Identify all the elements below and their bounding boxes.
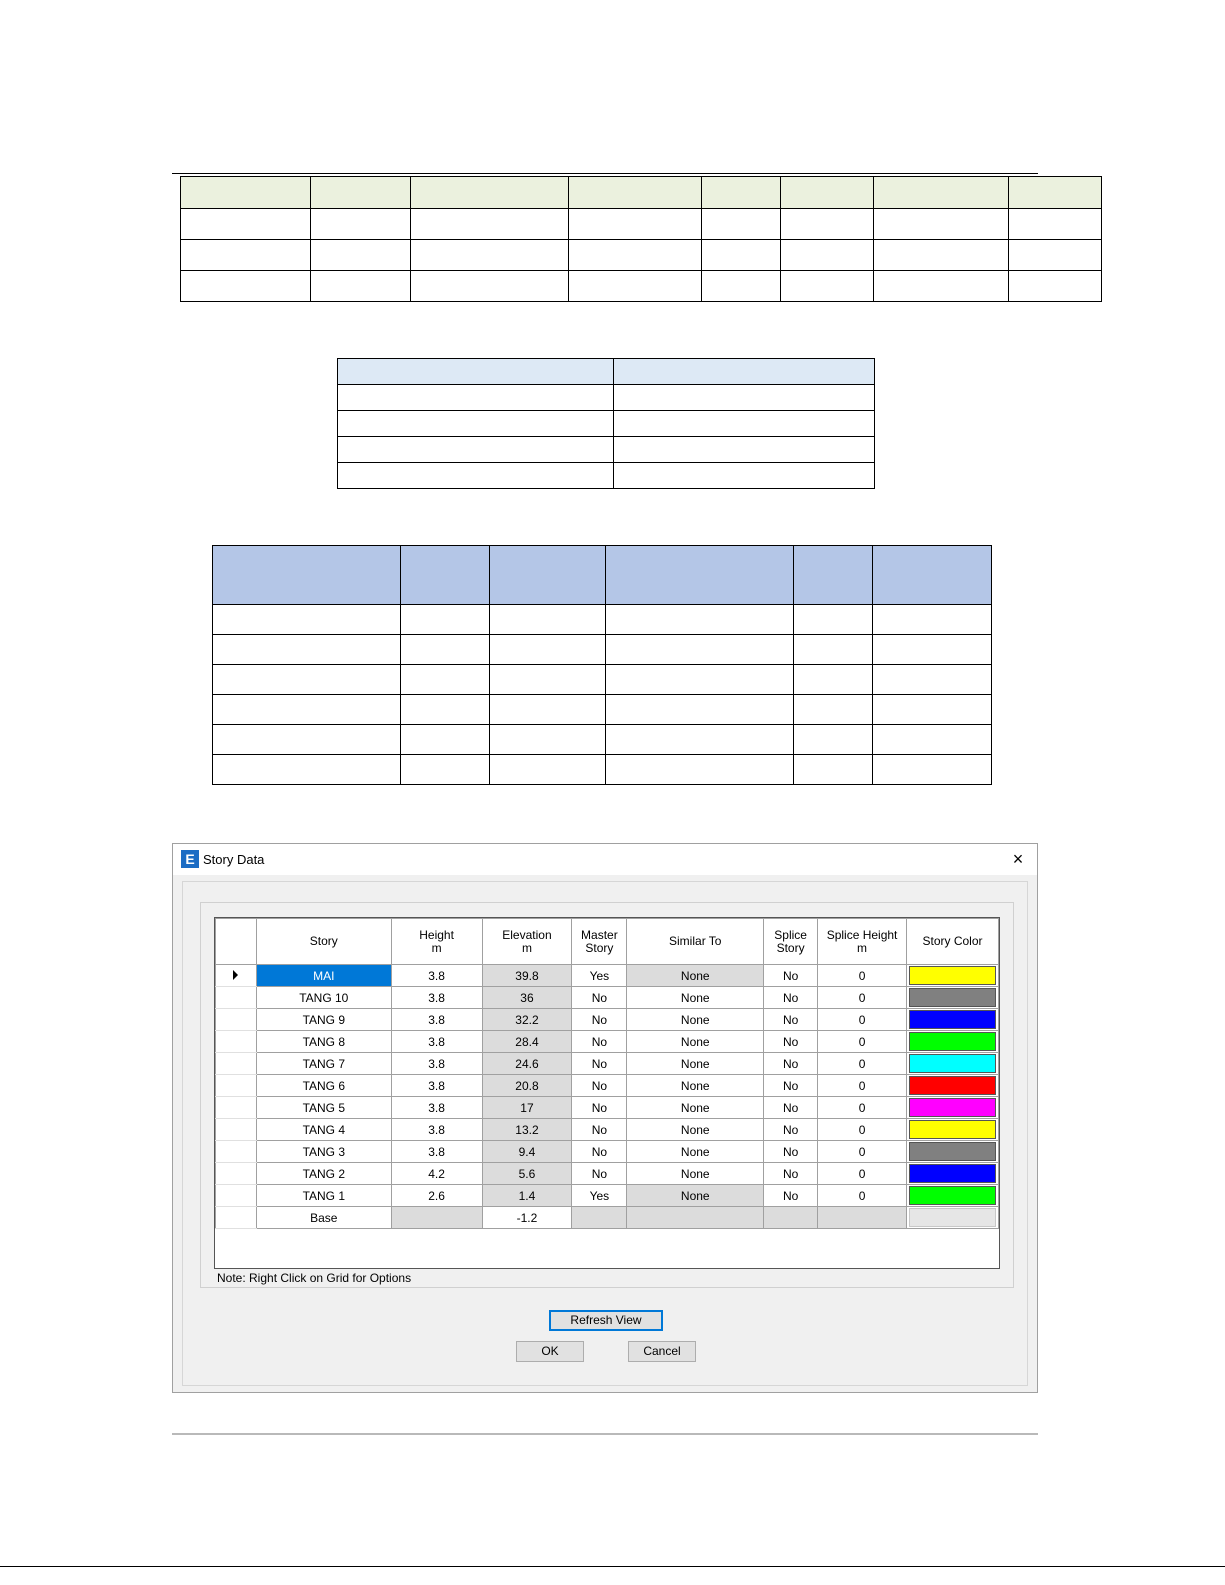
cell-splice-story[interactable]: No [764,1009,818,1031]
row-header[interactable] [216,1031,257,1053]
cell-story-color[interactable] [907,965,999,987]
col-header-master-story[interactable] [572,919,627,965]
col-header-line1: Story [309,934,338,948]
cell-height[interactable]: 3.8 [391,1009,482,1031]
cell-splice-height[interactable]: 0 [818,987,907,1009]
cell-elevation[interactable]: 5.6 [482,1163,572,1185]
cell-height[interactable]: 3.8 [391,965,482,987]
col-header-line1: Elevation [502,927,552,942]
table-row[interactable] [216,965,999,987]
cell-similar-to[interactable]: None [627,1009,764,1031]
cell-master-story[interactable]: No [572,1053,627,1075]
cell-story-color[interactable] [907,1141,999,1163]
cell-story-color[interactable] [907,987,999,1009]
row-header[interactable] [216,987,257,1009]
cell-story-color[interactable] [907,1207,999,1229]
cell-master-story[interactable]: Yes [572,1185,627,1207]
cell-similar-to[interactable]: None [627,1053,764,1075]
cell-splice-height[interactable]: 0 [818,1031,907,1053]
cell-master-story[interactable]: No [572,1031,627,1053]
row-header[interactable] [216,1075,257,1097]
table-row[interactable] [216,1163,999,1185]
cell-height[interactable]: 3.8 [391,1141,482,1163]
cell-splice-height[interactable]: 0 [818,1119,907,1141]
col-header-line1: Similar To [669,934,722,948]
cell-similar-to[interactable]: None [627,1141,764,1163]
table-row[interactable] [216,1185,999,1207]
col-header-line1: Splice Height [826,927,898,942]
close-icon[interactable]: × [1012,849,1024,869]
bottom-rule [172,1433,1038,1435]
table-row [213,755,992,785]
cell-similar-to[interactable]: None [627,965,764,987]
cell-elevation[interactable]: 9.4 [482,1141,572,1163]
cell-story-color[interactable] [907,1097,999,1119]
cell-master-story[interactable]: No [572,987,627,1009]
table-row[interactable] [216,1119,999,1141]
color-swatch[interactable] [909,1054,996,1073]
cell-splice-height[interactable]: 0 [818,1097,907,1119]
cell-story-color[interactable] [907,1163,999,1185]
cell-master-story[interactable]: No [572,1075,627,1097]
table-row [181,240,1102,271]
dialog-title: Story Data [203,852,265,867]
table-row[interactable] [216,1097,999,1119]
table-row [338,385,875,411]
col-header-similar-to[interactable] [627,919,764,965]
cell-height[interactable]: 3.8 [391,1031,482,1053]
table-row[interactable] [216,1141,999,1163]
col-header-story-color[interactable] [907,919,999,965]
table-header-row [338,359,875,385]
col-header-splice-height[interactable] [818,919,907,965]
cell-story-color[interactable] [907,1185,999,1207]
table-row [338,411,875,437]
cell-elevation[interactable]: 36 [482,987,572,1009]
cell-splice-story[interactable]: No [764,1031,818,1053]
cell-story-color[interactable] [907,1053,999,1075]
cell-story-color[interactable] [907,1031,999,1053]
cell-story-color[interactable] [907,1119,999,1141]
cell-story-color[interactable] [907,1075,999,1097]
grid-header-row [216,919,999,965]
cell-splice-story[interactable]: No [764,1053,818,1075]
table-row [213,605,992,635]
cell-splice-height[interactable]: 0 [818,1163,907,1185]
document-table-1 [180,176,1102,302]
col-header-line2: Story [776,940,805,955]
refresh-view-button[interactable]: Refresh View [549,1310,663,1331]
cell-master-story[interactable]: No [572,1141,627,1163]
table-row [213,665,992,695]
cell-splice-story[interactable]: No [764,965,818,987]
color-swatch[interactable] [909,1032,996,1051]
table-row [213,695,992,725]
table-header-row [213,546,992,605]
cell-elevation[interactable]: 39.8 [482,965,572,987]
cell-similar-to[interactable] [627,1207,764,1229]
table-row [213,725,992,755]
color-swatch[interactable] [909,1164,996,1183]
table-row[interactable] [216,1053,999,1075]
cell-story[interactable]: MAI [256,965,391,987]
row-header[interactable] [216,1097,257,1119]
color-swatch[interactable] [909,1076,996,1095]
cell-elevation[interactable]: -1.2 [482,1207,572,1229]
cell-splice-height[interactable]: 0 [818,1009,907,1031]
color-swatch[interactable] [909,988,996,1007]
row-header[interactable] [216,965,257,987]
table-row[interactable] [216,1031,999,1053]
cell-master-story[interactable]: No [572,1097,627,1119]
cell-splice-height[interactable]: 0 [818,1185,907,1207]
cell-story[interactable]: TANG 8 [256,1031,391,1053]
cell-similar-to[interactable]: None [627,1163,764,1185]
cell-height[interactable]: 3.8 [391,1097,482,1119]
cell-elevation[interactable]: 1.4 [482,1185,572,1207]
color-swatch[interactable] [909,966,996,985]
col-header-story[interactable] [256,919,391,965]
col-header-splice-story[interactable] [764,919,818,965]
story-data-dialog [172,843,1038,1393]
cell-story[interactable]: TANG 9 [256,1009,391,1031]
document-table-3 [212,545,992,785]
cell-splice-height[interactable]: 0 [818,965,907,987]
cell-story[interactable]: TANG 2 [256,1163,391,1185]
cell-similar-to[interactable]: None [627,1185,764,1207]
color-swatch[interactable] [909,1186,996,1205]
col-header-line1: Master [581,927,618,942]
table-row [213,635,992,665]
table-row [181,209,1102,240]
color-swatch[interactable] [909,1208,996,1227]
cell-similar-to[interactable]: None [627,1075,764,1097]
cell-story[interactable]: TANG 10 [256,987,391,1009]
col-header-height[interactable] [391,919,482,965]
cell-height[interactable]: 2.6 [391,1185,482,1207]
page-bottom-rule [0,1566,1225,1567]
cell-elevation[interactable]: 17 [482,1097,572,1119]
row-header-corner [216,919,257,965]
document-table-2 [337,358,875,489]
story-grid-container[interactable] [214,917,1000,1269]
row-header[interactable] [216,1053,257,1075]
cell-story[interactable]: TANG 1 [256,1185,391,1207]
cell-similar-to[interactable]: None [627,1031,764,1053]
cell-story[interactable]: TANG 3 [256,1141,391,1163]
cell-splice-story[interactable] [764,1207,818,1229]
cell-height[interactable]: 3.8 [391,1053,482,1075]
top-rule [172,173,1038,174]
cell-splice-story[interactable]: No [764,1141,818,1163]
col-header-elevation[interactable] [482,919,572,965]
cell-splice-height[interactable]: 0 [818,1141,907,1163]
color-swatch[interactable] [909,1142,996,1161]
table-row[interactable] [216,1009,999,1031]
cell-height[interactable]: 3.8 [391,1119,482,1141]
cell-elevation[interactable]: 28.4 [482,1031,572,1053]
ok-button[interactable]: OK [516,1341,584,1362]
col-header-line2: m [521,940,532,955]
row-header[interactable] [216,1009,257,1031]
cell-story[interactable]: TANG 6 [256,1075,391,1097]
table-row [338,437,875,463]
cell-master-story[interactable]: Yes [572,965,627,987]
dialog-titlebar [173,844,1037,875]
etabs-app-icon: E [181,850,199,868]
current-row-arrow-icon [233,970,238,980]
row-header[interactable] [216,1207,257,1229]
cell-story[interactable]: TANG 4 [256,1119,391,1141]
cell-splice-story[interactable]: No [764,1075,818,1097]
cell-similar-to[interactable]: None [627,1119,764,1141]
row-header[interactable] [216,1185,257,1207]
table-row[interactable] [216,1075,999,1097]
table-header-row [181,177,1102,209]
cell-master-story[interactable]: No [572,1119,627,1141]
cell-story[interactable]: TANG 5 [256,1097,391,1119]
row-header[interactable] [216,1163,257,1185]
cell-splice-story[interactable]: No [764,1097,818,1119]
color-swatch[interactable] [909,1120,996,1139]
cell-splice-story[interactable]: No [764,1163,818,1185]
cell-similar-to[interactable]: None [627,987,764,1009]
table-row [338,463,875,489]
cell-elevation[interactable]: 24.6 [482,1053,572,1075]
cell-story[interactable]: TANG 7 [256,1053,391,1075]
row-header[interactable] [216,1141,257,1163]
col-header-line1: Splice [774,927,807,942]
cell-splice-story[interactable]: No [764,1119,818,1141]
cell-splice-height[interactable] [818,1207,907,1229]
table-row[interactable] [216,1207,999,1229]
col-header-line2: Story [585,940,614,955]
color-swatch[interactable] [909,1010,996,1029]
cell-master-story[interactable]: No [572,1009,627,1031]
cell-splice-height[interactable]: 0 [818,1053,907,1075]
cell-similar-to[interactable]: None [627,1097,764,1119]
col-header-line1: Story Color [922,934,983,948]
cell-height[interactable] [391,1207,482,1229]
cell-height[interactable]: 3.8 [391,1075,482,1097]
color-swatch[interactable] [909,1098,996,1117]
cancel-button[interactable]: Cancel [628,1341,696,1362]
col-header-line2: m [857,940,868,955]
cell-story-color[interactable] [907,1009,999,1031]
cell-elevation[interactable]: 20.8 [482,1075,572,1097]
cell-story[interactable]: Base [256,1207,391,1229]
cell-splice-story[interactable]: No [764,1185,818,1207]
cell-height[interactable]: 4.2 [391,1163,482,1185]
cell-master-story[interactable]: No [572,1163,627,1185]
cell-master-story[interactable] [572,1207,627,1229]
row-header[interactable] [216,1119,257,1141]
cell-elevation[interactable]: 32.2 [482,1009,572,1031]
cell-elevation[interactable]: 13.2 [482,1119,572,1141]
story-data-grid[interactable] [215,918,999,1229]
cell-height[interactable]: 3.8 [391,987,482,1009]
table-row [181,271,1102,302]
col-header-line2: m [431,940,442,955]
cell-splice-height[interactable]: 0 [818,1075,907,1097]
table-row[interactable] [216,987,999,1009]
cell-splice-story[interactable]: No [764,987,818,1009]
col-header-line1: Height [419,927,454,942]
grid-note: Note: Right Click on Grid for Options [217,1271,412,1285]
